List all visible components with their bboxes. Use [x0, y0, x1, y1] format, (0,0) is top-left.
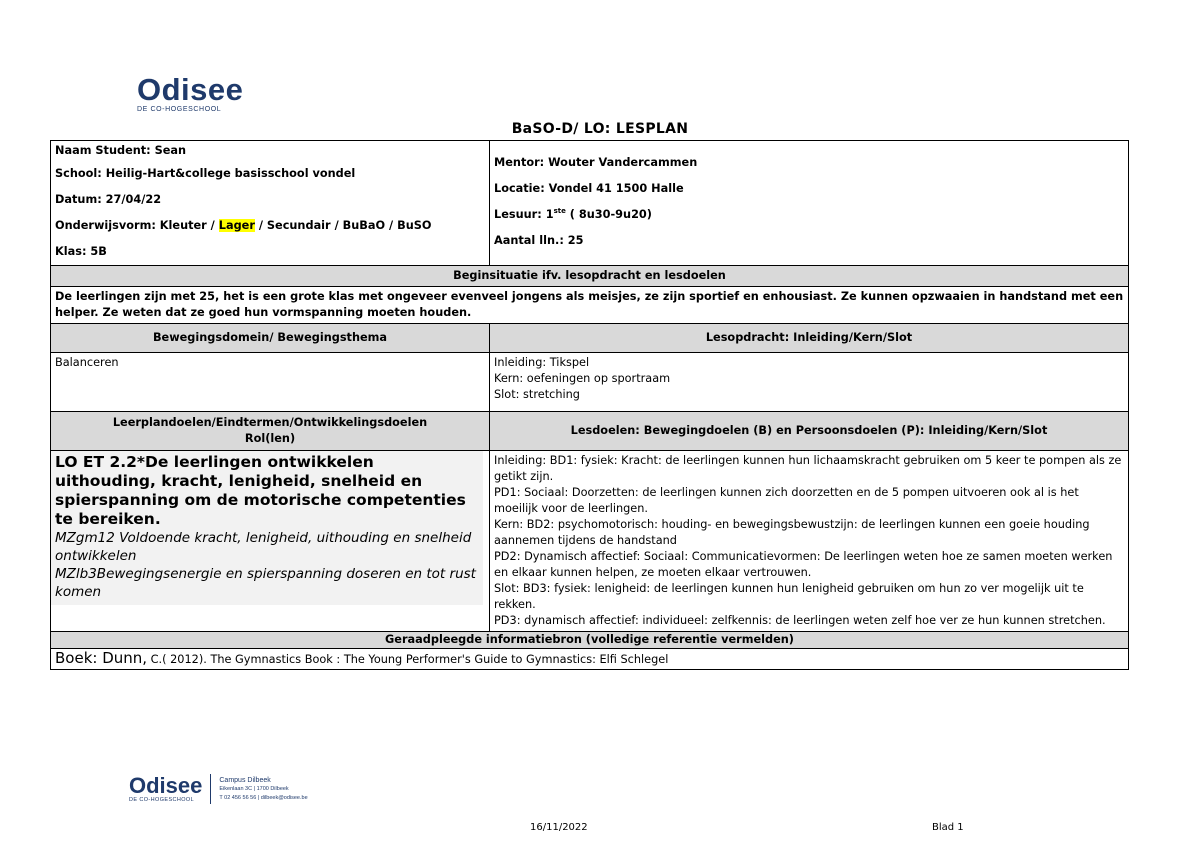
footer-logo-subtext: DE CO-HOGESCHOOL [129, 797, 195, 803]
logo-subtext: DE CO-HOGESCHOOL [137, 106, 222, 113]
highlighted-level: Lager [218, 219, 255, 232]
leerplandoelen-box [51, 451, 483, 605]
aantal-leerlingen: Aantal lln.: 25 [494, 234, 584, 247]
locatie: Locatie: Vondel 41 1500 Halle [494, 182, 684, 195]
logo-wordmark: Odisee [137, 72, 244, 107]
campus-contact: T 02 456 56 56 | dilbeek@odisee.be [219, 794, 308, 801]
bewegingsdomein-header: Bewegingsdomein/ Bewegingsthema [51, 324, 490, 353]
footer-campus-info [219, 776, 307, 803]
footer-date: 16/11/2022 [530, 822, 588, 833]
lesdoel-item: PD2: Dynamisch affectief: Sociaal: Communicatievormen: De leerlingen weten hoe ze samen moeten werken en elkaar kunnen helpen, ze moeten elkaar vertrouwen. [494, 550, 1113, 579]
campus-address: Eikenlaan 3C | 1700 Dilbeek [219, 785, 289, 792]
campus-name: Campus Dilbeek [219, 776, 271, 784]
lesdoel-item: Kern: BD2: psychomotorisch: houding- en bewegingsbewustzijn: de leerlingen kunnen een goeie houding aannemen tijdens de handstand [494, 518, 1090, 547]
student-info-cell [51, 141, 490, 266]
school-name: School: Heilig-Hart&college basisschool vondel [55, 167, 356, 180]
lesopdracht-item: Kern: oefeningen op sportraam [494, 372, 671, 385]
onderwijsvorm: Onderwijsvorm: Kleuter / Lager / Secundair / BuBaO / BuSO [55, 219, 432, 232]
student-name: Naam Student: Sean [55, 144, 187, 157]
lesson-info-cell [490, 141, 1129, 266]
lo-sub-goal: MZlb3Bewegingsenergie en spierspanning doseren en tot rust komen [55, 566, 476, 600]
beginsituatie-text: De leerlingen zijn met 25, het is een grote klas met ongeveer evenveel jongens als meisjes, ze zijn sportief en enhousiast. Ze kunnen opzwaaien in handstand met een helper. Ze weten dat ze goed hun vormspanning moeten houden. [51, 287, 1129, 324]
footer-page-number: Blad 1 [932, 822, 964, 833]
bewegingsdomein-value: Balanceren [51, 353, 490, 412]
lesplan-table [50, 140, 1129, 670]
leerplandoelen-cell [51, 451, 490, 632]
info-row [51, 141, 1129, 266]
footer-logo-mark [129, 775, 202, 803]
lesson-date: Datum: 27/04/22 [55, 193, 162, 206]
lesopdracht-header: Lesopdracht: Inleiding/Kern/Slot [490, 324, 1129, 353]
footer-logo [129, 774, 308, 804]
lesopdracht-list [490, 353, 1129, 412]
lesdoelen-list [490, 451, 1129, 632]
lo-main-goal: LO ET 2.2*De leerlingen ontwikkelen uithouding, kracht, lenigheid, snelheid en spierspanning om de motorische competenties te bereiken. [55, 453, 466, 528]
bron-header: Geraadpleegde informatiebron (volledige referentie vermelden) [51, 632, 1129, 649]
leerplandoelen-header: Leerplandoelen/Eindtermen/Ontwikkelingsdoelen Rol(len) [51, 412, 490, 451]
lesuur: Lesuur: 1ste ( 8u30-9u20) [494, 207, 652, 221]
mentor: Mentor: Wouter Vandercammen [494, 156, 698, 169]
boek-label: Boek: [55, 649, 98, 667]
footer-logo-wordmark: Odisee [129, 773, 203, 798]
lesdoel-item: PD1: Sociaal: Doorzetten: de leerlingen kunnen zich doorzetten en de 5 pompen uitvoeren ook al is het moeilijk voor de leerlingen. [494, 486, 1079, 515]
footer-divider [210, 774, 211, 804]
odisee-logo [137, 74, 243, 113]
lesdoel-item: Inleiding: BD1: fysiek: Kracht: de leerlingen kunnen hun lichaamskracht gebruiken om 5 keer te pompen als ze getikt zijn. [494, 454, 1122, 483]
klas: Klas: 5B [55, 245, 107, 258]
lo-sub-goal: MZgm12 Voldoende kracht, lenigheid, uithouding en snelheid ontwikkelen [55, 530, 472, 564]
lesopdracht-item: Inleiding: Tikspel [494, 356, 590, 369]
bron-author: Dunn, [97, 649, 148, 667]
beginsituatie-header: Beginsituatie ifv. lesopdracht en lesdoelen [51, 266, 1129, 287]
lesopdracht-item: Slot: stretching [494, 388, 580, 401]
lesdoel-item: PD3: dynamisch affectief: individueel: zelfkennis: de leerlingen weten zelf hoe ver ze hun kunnen stretchen. [494, 614, 1106, 627]
lesdoelen-header: Lesdoelen: Bewegingdoelen (B) en Persoonsdoelen (P): Inleiding/Kern/Slot [490, 412, 1129, 451]
lesdoel-item: Slot: BD3: fysiek: lenigheid: de leerlingen kunnen hun lenigheid gebruiken om hun zo ver mogelijk uit te rekken. [494, 582, 1084, 611]
document-title: BaSO-D/ LO: LESPLAN [511, 121, 689, 137]
bron-details: C.( 2012). The Gymnastics Book : The Young Performer's Guide to Gymnastics: Elfi Schlegel [147, 653, 669, 666]
bron-reference [51, 649, 1129, 670]
